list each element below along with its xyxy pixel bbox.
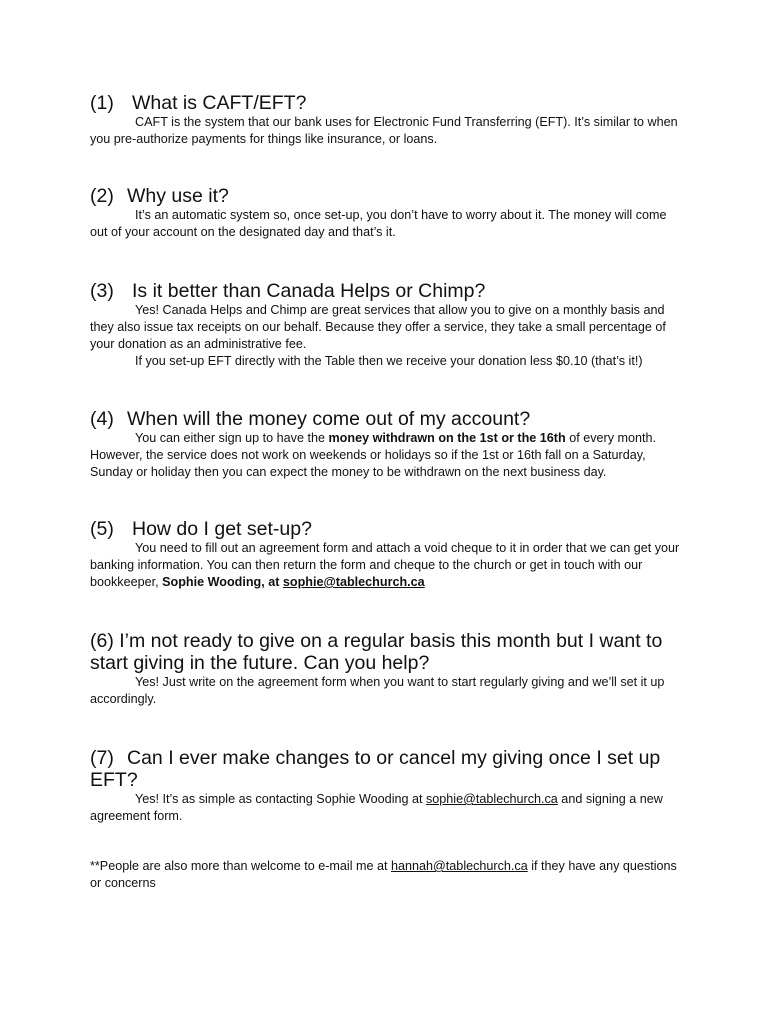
faq-document [90, 92, 684, 892]
bookkeeper-name: Sophie Wooding, at [162, 575, 283, 589]
question-heading-6 [90, 630, 684, 674]
answer-text [90, 791, 684, 825]
question-number: (6) [90, 630, 114, 652]
question-text: What is CAFT/EFT? [132, 92, 307, 114]
question-heading-3 [90, 280, 684, 302]
question-number: (5) [90, 518, 114, 540]
answer-text: Yes! Just write on the agreement form when you want to start regularly giving and we’ll set it up accordingly. [90, 675, 665, 706]
answer-text-end: and signing a new agreement form. [90, 792, 663, 823]
question-number: (3) [90, 280, 114, 302]
question-text: How do I get set-up? [132, 518, 312, 540]
answer-text: It’s an automatic system so, once set-up, you don’t have to worry about it. The money will come out of your account on the designated day and that’s it. [90, 208, 667, 239]
question-text: Why use it? [127, 185, 229, 207]
answer-emphasis: money withdrawn on the 1st or the 16th [328, 431, 566, 445]
faq-section-6 [90, 630, 684, 708]
question-heading-2 [90, 185, 684, 207]
answer-text: CAFT is the system that our bank uses for Electronic Fund Transferring (EFT). It’s similar to when you pre-authorize payments for things like insurance, or loans. [90, 115, 678, 146]
question-text: Can I ever make changes to or cancel my giving once I set up EFT? [90, 747, 661, 791]
faq-section-3 [90, 280, 684, 370]
footer-note-start: **People are also more than welcome to e-mail me at [90, 859, 391, 873]
answer-text: Yes! Canada Helps and Chimp are great services that allow you to give on a monthly basis and they also issue tax receipts on our behalf. Because they offer a service, they take a small percentage of your donation as an administrative fee. [90, 303, 666, 351]
contact-email-link[interactable]: hannah@tablechurch.ca [391, 859, 528, 873]
question-number: (2) [90, 185, 114, 207]
answer-text-end: of every month. However, the service does not work on weekends or holidays so if the 1st or 16th fall on a Saturday, Sunday or holiday then you can expect the money to be withdrawn on the next business day. [90, 431, 656, 479]
question-heading-7 [90, 747, 684, 791]
answer-text [90, 540, 684, 591]
answer-text-start: You need to fill out an agreement form and attach a void cheque to it in order that we can get your banking information. You can then return the form and cheque to the church or get in touch with our bookkeeper, [90, 541, 680, 589]
answer-text-2: If you set-up EFT directly with the Table then we receive your donation less $0.10 (that’s it!) [135, 354, 643, 368]
question-heading-5 [90, 518, 684, 540]
question-number: (7) [90, 747, 114, 769]
answer-emphasis [162, 575, 425, 589]
question-text: Is it better than Canada Helps or Chimp? [132, 280, 486, 302]
answer-text-start: Yes! It’s as simple as contacting Sophie Wooding at [135, 792, 426, 806]
question-text: I’m not ready to give on a regular basis this month but I want to start giving in the future. Can you help? [90, 630, 663, 674]
answer-text [90, 430, 684, 481]
bookkeeper-email-link[interactable]: sophie@tablechurch.ca [282, 575, 425, 589]
question-number: (4) [90, 408, 114, 430]
question-number: (1) [90, 92, 114, 114]
footer-note-end: if they have any questions or concerns [90, 859, 677, 890]
faq-section-5 [90, 518, 684, 591]
faq-section-7 [90, 747, 684, 825]
question-heading-1 [90, 92, 684, 114]
faq-section-2 [90, 185, 684, 241]
bookkeeper-email-link[interactable]: sophie@tablechurch.ca [426, 792, 558, 806]
answer-text-start: You can either sign up to have the [135, 431, 329, 445]
question-text: When will the money come out of my account? [127, 408, 531, 430]
footer-note [90, 858, 684, 892]
question-heading-4 [90, 408, 684, 430]
faq-section-4 [90, 408, 684, 481]
faq-section-1 [90, 92, 684, 148]
